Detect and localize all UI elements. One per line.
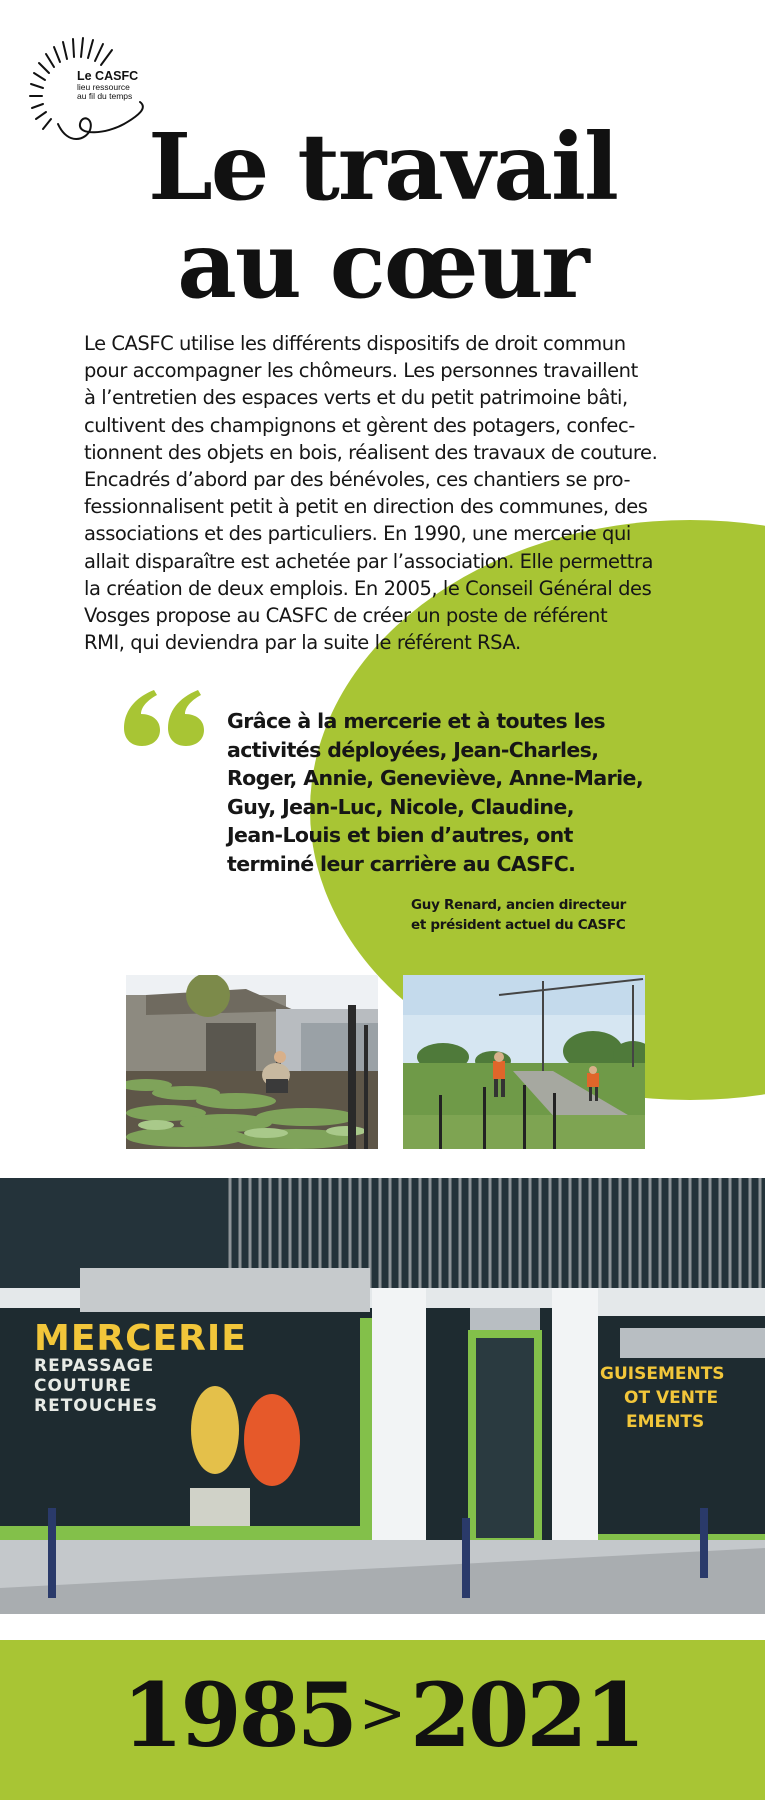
- body-line: allait disparaître est achetée par l’association. Elle permettra: [84, 549, 654, 573]
- body-line: à l’entretien des espaces verts et du petit patrimoine bâti,: [84, 386, 628, 410]
- body-line: fessionnalisent petit à petit en direction des communes, des: [84, 495, 648, 519]
- shop-sign-right: GUISEMENTS: [600, 1364, 725, 1384]
- year-range: [0, 1664, 765, 1765]
- year-start: 1985: [122, 1663, 356, 1767]
- quote-line: terminé leur carrière au CASFC.: [227, 851, 576, 876]
- attribution-line2: et président actuel du CASFC: [411, 916, 626, 933]
- body-line: cultivent des champignons et gèrent des potagers, confec-: [84, 413, 635, 437]
- shop-sign-right: EMENTS: [626, 1412, 705, 1432]
- page-title: [0, 113, 765, 319]
- body-line: RMI, qui deviendra par la suite le référent RSA.: [84, 631, 521, 655]
- title-line1: Le travail: [148, 113, 617, 221]
- quote-line: Jean-Louis et bien d’autres, ont: [227, 823, 573, 848]
- body-line: associations et des particuliers. En 1990, une mercerie qui: [84, 522, 631, 546]
- quote-text: [227, 707, 667, 879]
- field-work-photo: [403, 975, 645, 1149]
- shop-sign-mercerie: MERCERIE: [34, 1318, 247, 1359]
- body-line: Encadrés d’abord par des bénévoles, ces chantiers se pro-: [84, 468, 631, 492]
- body-line: la création de deux emplois. En 2005, le Conseil Général des: [84, 576, 652, 600]
- body-line: Le CASFC utilise les différents dispositifs de droit commun: [84, 332, 626, 355]
- shop-sign-service: REPASSAGE: [34, 1356, 155, 1376]
- quote-line: activités déployées, Jean-Charles,: [227, 737, 599, 762]
- logo-subtitle-line1: lieu ressource: [77, 82, 130, 93]
- shop-sign-right: OT VENTE: [624, 1388, 719, 1408]
- logo-subtitle-line2: au fil du temps: [77, 91, 133, 102]
- body-paragraph: [84, 330, 704, 656]
- title-line2: au cœur: [177, 211, 588, 319]
- shop-sign-service: RETOUCHES: [34, 1396, 159, 1416]
- body-line: pour accompagner les chômeurs. Les personnes travaillent: [84, 359, 638, 383]
- shop-sign-service: COUTURE: [34, 1376, 132, 1396]
- logo-title: Le CASFC: [77, 69, 139, 83]
- garden-photo: [126, 975, 378, 1149]
- quote-mark-icon: [124, 690, 204, 746]
- quote-attribution: [411, 896, 711, 935]
- body-line: Vosges propose au CASFC de créer un poste de référent: [84, 604, 608, 628]
- body-line: tionnent des objets en bois, réalisent des travaux de couture.: [84, 440, 658, 464]
- quote-line: Grâce à la mercerie et à toutes les: [227, 709, 605, 733]
- attribution-line1: Guy Renard, ancien directeur: [411, 897, 627, 913]
- quote-line: Guy, Jean-Luc, Nicole, Claudine,: [227, 794, 574, 819]
- year-separator: >: [359, 1681, 406, 1746]
- quote-line: Roger, Annie, Geneviève, Anne-Marie,: [227, 766, 644, 791]
- year-end: 2021: [409, 1663, 643, 1767]
